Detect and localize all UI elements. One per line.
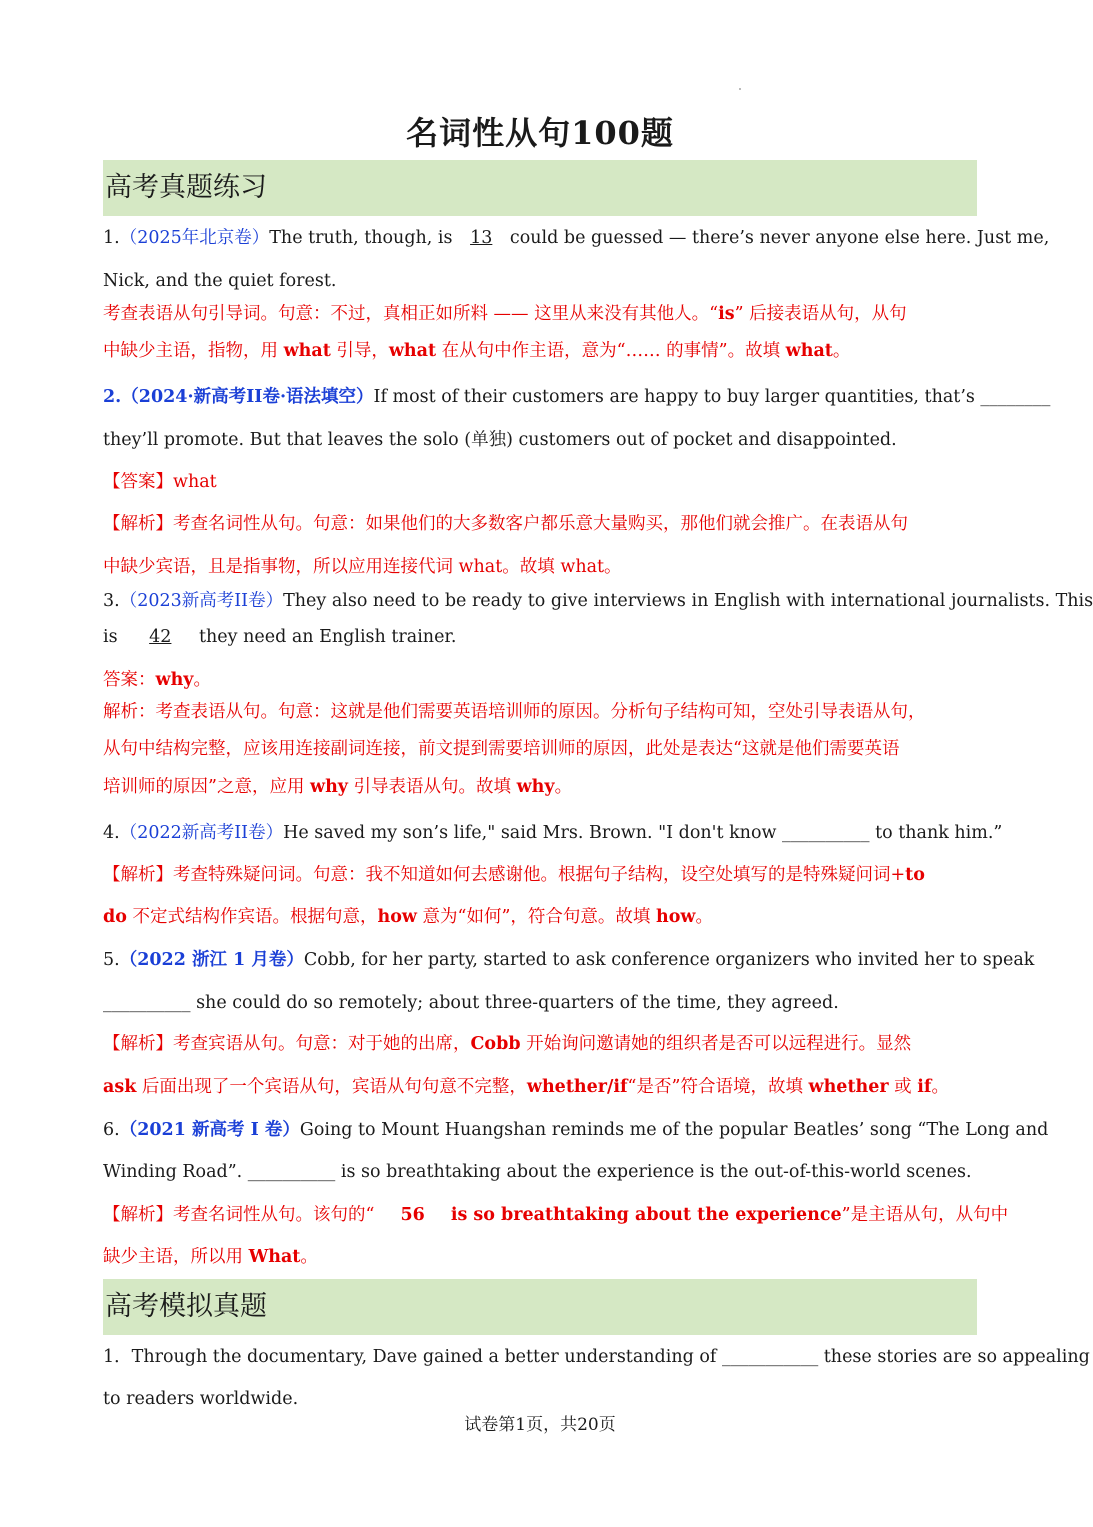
q6-line1: 6.（2021 新高考 I 卷）Going to Mount Huangshan reminds me of the popular Beatles’ song “The Long and	[103, 1120, 1049, 1140]
page-footer: 试卷第1页，共20页	[464, 1415, 616, 1435]
q6-explanation-1: 【解析】考查名词性从句。该句的“ 56 is so breathtaking about the experience”是主语从句，从句中	[103, 1205, 1009, 1225]
section-header-real-exam: 高考真题练习	[103, 160, 977, 216]
q3-explanation-3: 培训师的原因”之意，应用 why 引导表语从句。故填 why。	[103, 777, 573, 797]
q3-source: （2023新高考II卷）	[119, 591, 284, 611]
q2-line2: they’ll promote. But that leaves the solo (单独) customers out of pocket and disappointed.	[103, 430, 897, 450]
section-header-mock-exam: 高考模拟真题	[103, 1279, 977, 1335]
q4-source: （2022新高考II卷）	[119, 823, 284, 843]
q4-line1: 4.（2022新高考II卷）He saved my son’s life," said Mrs. Brown. "I don't know __________ to thank him.”	[103, 823, 1003, 843]
q5-line2: __________ she could do so remotely; about three-quarters of the time, they agreed.	[103, 993, 839, 1013]
q2-source: （2024·新高考II卷·语法填空）	[121, 387, 374, 407]
q5-source: （2022 浙江 1 月卷）	[119, 950, 304, 970]
q1-line1: 1.（2025年北京卷）The truth, though, is 13 could be guessed — there’s never anyone else here. Just me,	[103, 228, 1050, 248]
q4-explanation-1: 【解析】考查特殊疑问词。句意：我不知道如何去感谢他。根据句子结构，设空处填写的是特殊疑问词+to	[103, 865, 925, 885]
q2-line1: 2.（2024·新高考II卷·语法填空）If most of their customers are happy to buy larger quantities, that’s ________	[103, 387, 1051, 407]
q2-explanation-1: 【解析】考查名词性从句。句意：如果他们的大多数客户都乐意大量购买，那他们就会推广。在表语从句	[103, 514, 908, 534]
q3-answer: 答案：why。	[103, 670, 211, 690]
mock-q1-line2: to readers worldwide.	[103, 1389, 299, 1409]
scan-speck	[739, 88, 741, 90]
q3-explanation-2: 从句中结构完整，应该用连接副词连接，前文提到需要培训师的原因，此处是表达“这就是他们需要英语	[103, 739, 900, 759]
q5-explanation-1: 【解析】考查宾语从句。句意：对于她的出席，Cobb 开始询问邀请她的组织者是否可以远程进行。显然	[103, 1034, 912, 1054]
q3-line2: is 42 they need an English trainer.	[103, 627, 457, 647]
q1-blank: 13	[470, 228, 493, 248]
q3-blank: 42	[149, 627, 172, 647]
q5-explanation-2: ask 后面出现了一个宾语从句，宾语从句句意不完整，whether/if“是否”符合语境，故填 whether 或 if。	[103, 1077, 949, 1097]
q5-line1: 5.（2022 浙江 1 月卷）Cobb, for her party, started to ask conference organizers who invited her to speak	[103, 950, 1035, 970]
q3-line1: 3.（2023新高考II卷）They also need to be ready to give interviews in English with international journalists. This	[103, 591, 1093, 611]
page-title: 名词性从句100题	[406, 114, 674, 152]
q6-source: （2021 新高考 I 卷）	[119, 1120, 300, 1140]
mock-q1-line1: 1．Through the documentary, Dave gained a better understanding of ___________ these stories are so appealing	[103, 1347, 1090, 1367]
q2-explanation-2: 中缺少宾语，且是指事物，所以应用连接代词 what。故填 what。	[103, 557, 622, 577]
q3-explanation-1: 解析：考查表语从句。句意：这就是他们需要英语培训师的原因。分析句子结构可知，空处引导表语从句，	[103, 702, 926, 722]
q1-explanation-2: 中缺少主语，指物，用 what 引导，what 在从句中作主语，意为“…… 的事情”。故填 what。	[103, 341, 851, 361]
q6-line2: Winding Road”. __________ is so breathtaking about the experience is the out-of-this-world scenes.	[103, 1162, 972, 1182]
q1-source: （2025年北京卷）	[119, 228, 270, 248]
q4-explanation-2: do 不定式结构作宾语。根据句意，how 意为“如何”，符合句意。故填 how。	[103, 907, 713, 927]
q1-line2: Nick, and the quiet forest.	[103, 271, 337, 291]
q2-answer: 【答案】what	[103, 472, 217, 492]
q6-explanation-2: 缺少主语，所以用 What。	[103, 1247, 318, 1267]
q1-explanation-1: 考查表语从句引导词。句意：不过，真相正如所料 —— 这里从来没有其他人。“is” 后接表语从句，从句	[103, 304, 907, 324]
